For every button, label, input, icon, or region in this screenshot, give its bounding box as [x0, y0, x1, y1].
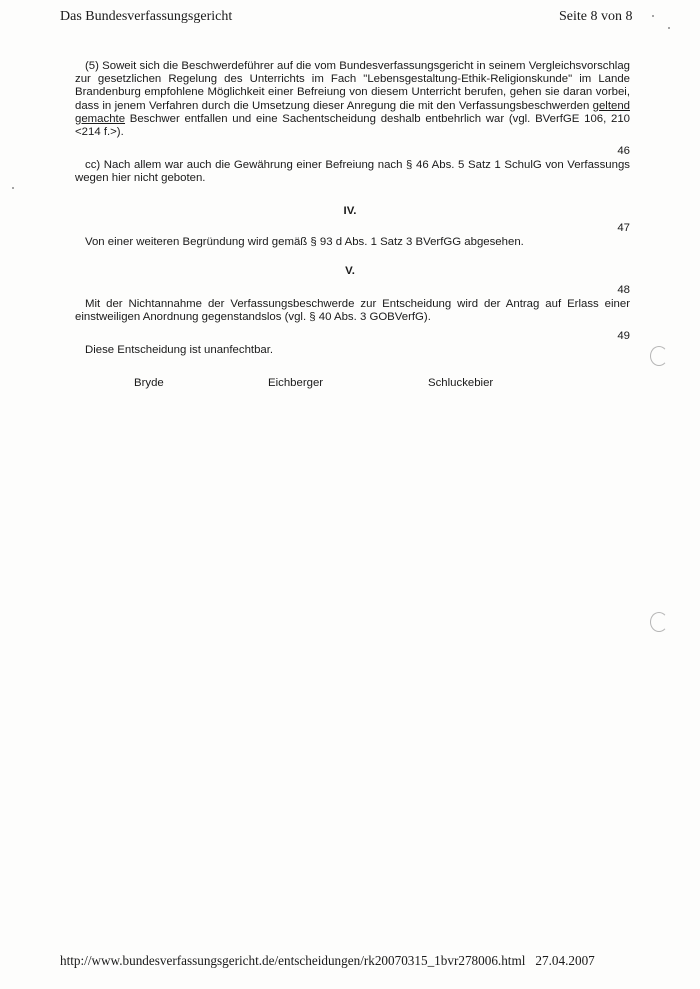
paragraph-cc: cc) Nach allem war auch die Gewährung einer Befreiung nach § 46 Abs. 5 Satz 1 SchulG von Verfassungs wegen hier nicht geboten. — [75, 159, 630, 185]
paragraph-48: Mit der Nichtannahme der Verfassungsbeschwerde zur Entscheidung wird der Antrag auf Erlass einer einstweiligen Anordnung gegenstandslos (vgl. § 40 Abs. 3 GOBVerfG). — [75, 298, 630, 324]
footer-url: http://www.bundesverfassungsgericht.de/entscheidungen/rk20070315_1bvr278006.html — [60, 953, 526, 968]
scan-speck — [668, 27, 670, 29]
section-heading-v: V. — [345, 265, 355, 277]
margin-number-49: 49 — [617, 330, 630, 342]
scan-speck — [652, 15, 654, 17]
paragraph-47: Von einer weiteren Begründung wird gemäß § 93 d Abs. 1 Satz 3 BVerfGG abgesehen. — [85, 236, 524, 248]
scan-speck — [12, 187, 14, 189]
paragraph-5-text-end: Beschwer entfallen und eine Sachentscheidung deshalb entbehrlich war (vgl. BVerfGE 106, 210 <214 f.>). — [75, 112, 630, 139]
footer — [60, 953, 595, 969]
signature-judge-3: Schluckebier — [428, 377, 494, 389]
paragraph-49: Diese Entscheidung ist unanfechtbar. — [85, 344, 274, 356]
margin-number-48: 48 — [617, 284, 630, 296]
margin-number-47: 47 — [617, 222, 630, 234]
punch-hole-mark — [650, 346, 668, 366]
signature-judge-1: Bryde — [134, 377, 164, 389]
signature-judge-2: Eichberger — [268, 377, 324, 389]
header-page-number: Seite 8 von 8 — [559, 9, 633, 24]
paragraph-5 — [75, 60, 630, 139]
margin-number-46: 46 — [617, 145, 630, 157]
section-heading-iv: IV. — [343, 205, 357, 217]
punch-hole-mark — [650, 612, 668, 632]
underlined-phrase: geltend gemachte — [75, 99, 630, 125]
paragraph-5-text: (5) Soweit sich die Beschwerdeführer auf die vom Bundesverfassungsgericht in seinem Vergleichsvorschlag zur gesetzlichen Regelung des Unterrichts im Fach "Lebensgestaltung-Ethik-Religionskunde" im Lande Brandenburg empfohlene Möglichkeit einer Befreiung von diesem Unterricht berufen, gehen sie daran vorbei, dass in jenem Verfahren durch die Umsetzung dieser Anregung die mit den Verfassungsbeschwerden — [75, 60, 630, 112]
header-court-name: Das Bundesverfassungsgericht — [60, 9, 233, 24]
footer-date: 27.04.2007 — [535, 953, 595, 968]
